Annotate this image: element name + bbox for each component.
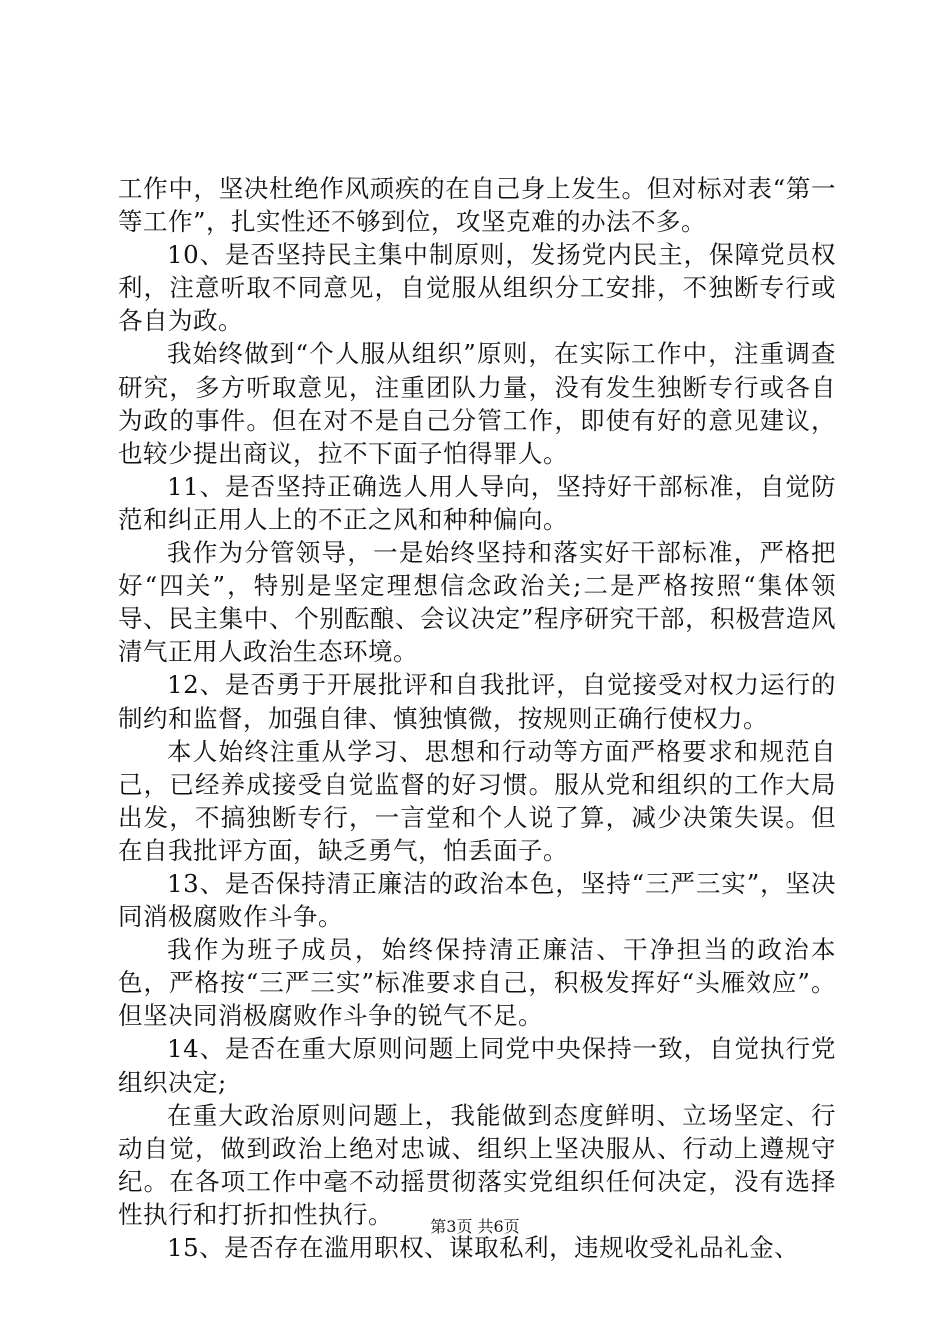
paragraph-3: 我始终做到“个人服从组织”原则，在实际工作中，注重调查研究，多方听取意见，注重团队力量，没有发生独断专行或各自为政的事件。但在对不是自己分管工作，即使有好的意见建议，也较少提出商议，拉不下面子怕得罪人。 <box>118 339 836 468</box>
paragraph-8: 13、是否保持清正廉洁的政治本色，坚持“三严三实”，坚决同消极腐败作斗争。 <box>118 868 836 932</box>
document-body <box>118 172 836 1264</box>
paragraph-6: 12、是否勇于开展批评和自我批评，自觉接受对权力运行的制约和监督，加强自律、慎独慎微，按规则正确行使权力。 <box>118 670 836 733</box>
paragraph-11: 在重大政治原则问题上，我能做到态度鲜明、立场坚定、行动自觉，做到政治上绝对忠诚、组织上坚决服从、行动上遵规守纪。在各项工作中毫不动摇贯彻落实党组织任何决定，没有选择性执行和打折扣性执行。 <box>118 1100 836 1229</box>
paragraph-4: 11、是否坚持正确选人用人导向，坚持好干部标准，自觉防范和纠正用人上的不正之风和种种偏向。 <box>118 471 836 534</box>
paragraph-7: 本人始终注重从学习、思想和行动等方面严格要求和规范自己，已经养成接受自觉监督的好习惯。服从党和组织的工作大局出发，不搞独断专行，一言堂和个人说了算，减少决策失误。但在自我批评方面，缺乏勇气，怕丢面子。 <box>118 736 836 865</box>
page-number-footer: 第3页 共6页 <box>430 1217 520 1236</box>
paragraph-1: 工作中，坚决杜绝作风顽疾的在自己身上发生。但对标对表“第一等工作”，扎实性还不够到位，攻坚克难的办法不多。 <box>118 174 836 237</box>
paragraph-2: 10、是否坚持民主集中制原则，发扬党内民主，保障党员权利，注意听取不同意见，自觉服从组织分工安排，不独断专行或各自为政。 <box>118 240 836 336</box>
paragraph-10: 14、是否在重大原则问题上同党中央保持一致，自觉执行党组织决定; <box>118 1034 836 1097</box>
paragraph-9: 我作为班子成员，始终保持清正廉洁、干净担当的政治本色，严格按“三严三实”标准要求自己，积极发挥好“头雁效应”。但坚决同消极腐败作斗争的锐气不足。 <box>118 935 836 1031</box>
paragraph-5: 我作为分管领导，一是始终坚持和落实好干部标准，严格把好“四关”，特别是坚定理想信念政治关;二是严格按照“集体领导、民主集中、个别酝酿、会议决定”程序研究干部，积极营造风清气正用人政治生态环境。 <box>118 538 836 667</box>
paragraph-12: 15、是否存在滥用职权、谋取私利，违规收受礼品礼金、 <box>167 1233 800 1262</box>
